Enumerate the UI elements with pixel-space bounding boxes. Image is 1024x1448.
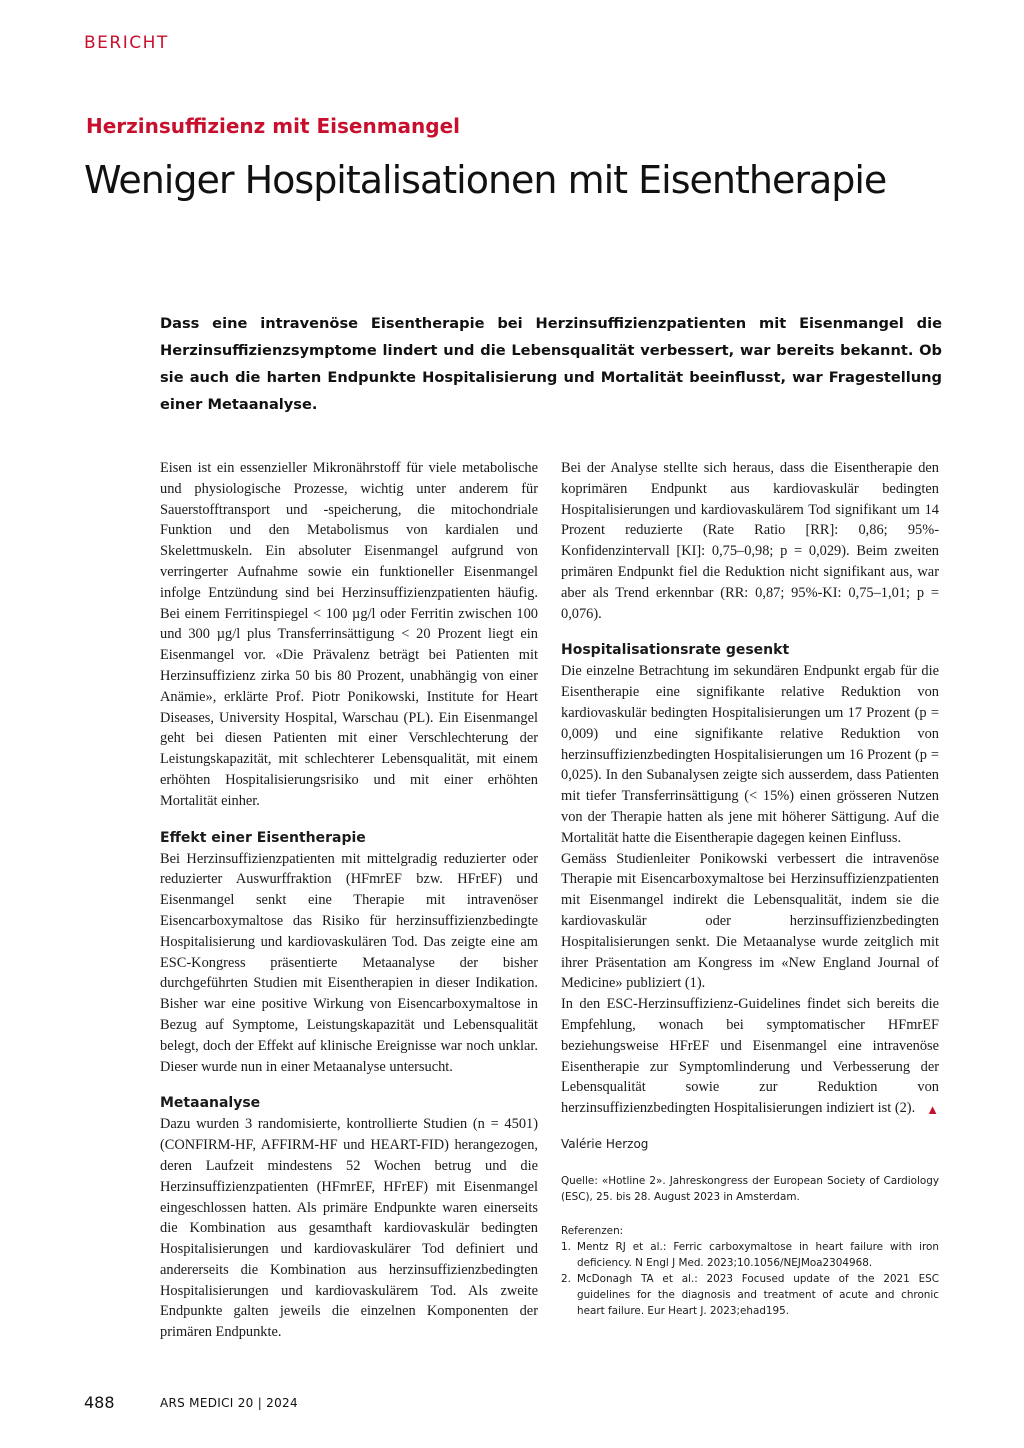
reference-item (561, 1271, 939, 1319)
secondary-endpoint-paragraph: Die einzelne Betrachtung im sekundären Endpunkt ergab für die Eisentherapie eine signifikante relative Reduktion von kardiovaskulär bedingten Hospitalisierungen um 17 Prozent (p = 0,009) und eine signifikante relative Reduktion von herzinsuffizienzbedingten Hospitalisierungen um 16 Prozent (p = 0,025). In den Subanalysen zeigte sich ausserdem, dass Patienten mit tiefer Transferrinsättigung (< 15%) einen grösseren Nutzen von der Therapie hatten als jene mit höherer Sättigung. Auf die Mortalität hatte die Eisentherapie dagegen keinen Einfluss. (561, 663, 939, 846)
article-lead: Dass eine intravenöse Eisentherapie bei Herzinsuffizienzpatienten mit Eisenmangel die Herzinsuffizienzsymptome lindert und die Lebensqualität verbessert, war bereits bekannt. Ob sie auch die harten Endpunkte Hospitalisierung und Mortalität beeinflusst, war Fragestellung einer Metaanalyse. (160, 315, 942, 413)
heading-hospitalisationsrate: Hospitalisationsrate gesenkt (561, 642, 790, 659)
end-triangle-icon: ▲ (926, 1102, 939, 1118)
effekt-paragraph: Bei Herzinsuffizienzpatienten mit mittelgradig reduzierter oder reduzierter Auswurffraktion (HFmrEF bzw. HFrEF) und Eisenmangel senkt eine Therapie mit intravenöser Eisencarboxymaltose das Risiko für herzinsuffizienzbedingte Hospitalisierung und kardiovaskulären Tod. Das zeigte eine am ESC-Kongress präsentierte Metaanalyse der bisher durchgeführten Studien mit Eisentherapien in dieser Indikation. Bisher war eine positive Wirkung von Eisencarboxymaltose in Bezug auf Symptome, Leistungskapazität und Lebensqualität belegt, doch der Effekt auf klinische Ereignisse war noch unklar. Dieser wurde nun in einer Metaanalyse untersucht. (160, 850, 538, 1075)
guidelines-text: In den ESC-Herzinsuffizienz-Guidelines findet sich bereits die Empfehlung, wonach bei symptomatischer HFmrEF beziehungsweise HFrEF und Eisenmangel eine intravenöse Eisentherapie zur Symptomlinderung und Verbesserung der Lebensqualität sowie zur Reduktion von herzinsuffizienzbedingten Hospitalisierungen indiziert ist (2). (561, 996, 939, 1117)
reference-text: McDonagh TA et al.: 2023 Focused update of the 2021 ESC guidelines for the diagnosis and treatment of acute and chronic heart failure. Eur Heart J. 2023;ehad195. (577, 1272, 939, 1317)
article-kicker: Herzinsuffizienz mit Eisenmangel (86, 114, 461, 138)
source-note: Quelle: «Hotline 2». Jahreskongress der European Society of Cardiology (ESC), 25. bis 28. August 2023 in Amsterdam. (561, 1174, 939, 1203)
heading-metaanalyse: Metaanalyse (160, 1095, 261, 1112)
reference-number: 2. (561, 1272, 571, 1285)
metaanalyse-paragraph: Dazu wurden 3 randomisierte, kontrollierte Studien (n = 4501) (CONFIRM-HF, AFFIRM-HF und HEART-FID) herangezogen, deren Laufzeit mindestens 52 Wochen betrug und die Herzinsuffizienzpatienten (HFmrEF, HFrEF) mit Eisenmangel eingeschlossen hatten. Als primäre Endpunkte waren einerseits die Kombination aus gesamthaft kardiovaskulär bedingten Hospitalisierungen und kardiovaskulärer Tod definiert und andererseits die Kombination aus herzinsuffizienzbedingten Hospitalisierungen und kardiovaskulärem Tod. Als zweite Endpunkte galten jeweils die einzelnen Komponenten der primären Endpunkte. (160, 1116, 538, 1341)
ponikowski-paragraph: Gemäss Studienleiter Ponikowski verbessert die intravenöse Therapie mit Eisencarboxymaltose bei Herzinsuffizienzpatienten mit Eisenmangel indirekt die Lebensqualität, indem sie die kardiovaskulär oder herzinsuffizienzbedingten Hospitalisierungen senkt. Die Metaanalyse wurde zeitglich mit ihrer Präsentation am Kongress im «New England Journal of Medicine» publiziert (1). (561, 850, 939, 992)
article-title: Weniger Hospitalisationen mit Eisentherapie (84, 158, 887, 202)
guidelines-paragraph (561, 994, 939, 1119)
journal-issue: ARS MEDICI 20 | 2024 (160, 1396, 298, 1410)
section-label: BERICHT (84, 33, 169, 53)
references-title: Referenzen: (561, 1224, 624, 1237)
left-column (160, 458, 538, 1343)
heading-effekt: Effekt einer Eisentherapie (160, 829, 366, 846)
author-name: Valérie Herzog (561, 1136, 649, 1151)
page-number: 488 (84, 1393, 115, 1412)
references-list (561, 1239, 939, 1319)
reference-text: Mentz RJ et al.: Ferric carboxymaltose in heart failure with iron deficiency. N Engl J Med. 2023;10.1056/NEJMoa2304968. (577, 1240, 939, 1269)
right-column (561, 458, 939, 1319)
intro-paragraph: Eisen ist ein essenzieller Mikronährstoff für viele metabolische und physiologische Prozesse, wichtig unter anderem für Sauerstofftransport und -speicherung, die mitochondriale Funktion und den Metabolismus von kardialen und Skelettmuskeln. Ein absoluter Eisenmangel aufgrund von verringerter Aufnahme sowie ein funktioneller Eisenmangel infolge Entzündung sind bei Herzinsuffizienzpatienten häufig. Bei einem Ferritinspiegel < 100 µg/l oder Ferritin zwischen 100 und 300 µg/l plus Transferrinsättigung < 20 Prozent liegt ein Eisenmangel vor. «Die Prävalenz beträgt bei Patienten mit Herzinsuffizienz zirka 50 bis 80 Prozent, unabhängig von einer Anämie», erklärte Prof. Piotr Ponikowski, Institute for Heart Diseases, University Hospital, Warschau (PL). Ein Eisenmangel geht bei diesen Patienten mit einer Verschlechterung der Leistungskapazität, mit schlechterer Lebensqualität, mit einem erhöhten Hospitalisierungsrisiko und mit einer erhöhten Mortalität einher. (160, 460, 538, 809)
results-paragraph: Bei der Analyse stellte sich heraus, dass die Eisentherapie den koprimären Endpunkt aus kardiovaskulär bedingten Hospitalisierungen und kardiovaskulärem Tod signifikant um 14 Prozent reduzierte (Rate Ratio [RR]: 0,86; 95%-Konfidenzintervall [KI]: 0,75–0,98; p = 0,029). Beim zweiten primären Endpunkt fiel die Reduktion nicht signifikant aus, war aber als Trend erkennbar (RR: 0,87; 95%-KI: 0,75–1,01; p = 0,076). (561, 460, 939, 622)
reference-item (561, 1239, 939, 1271)
reference-number: 1. (561, 1240, 571, 1253)
